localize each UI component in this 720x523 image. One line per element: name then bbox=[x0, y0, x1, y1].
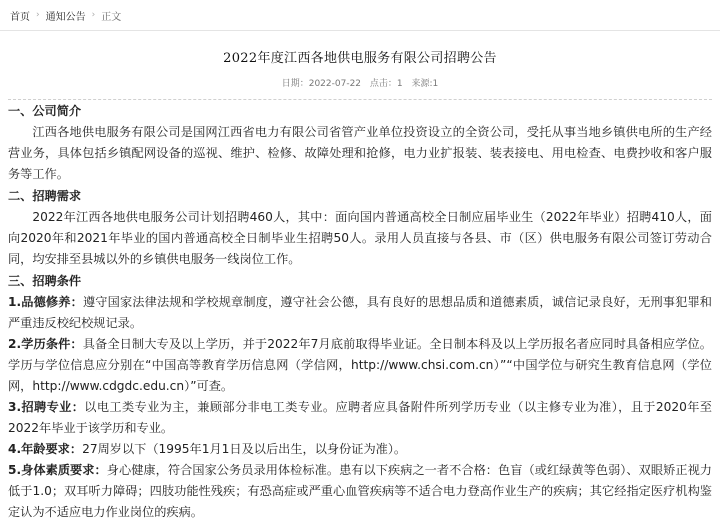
article-source: 来源:1 bbox=[411, 79, 439, 89]
divider bbox=[8, 99, 712, 100]
condition-text: 身心健康，符合国家公务员录用体检标准。患有以下疾病之一者不合格：色盲（或红绿黄等色弱）、双眼矫正视力低于1.0；双耳听力障碍；四肢功能性残疾；有恐高症或严重心血管疾病等不适合电力登高作业生产的疾病；其它经指定医疗机构鉴定认为不适应电力作业岗位的疾病。 bbox=[8, 463, 712, 519]
section-heading-conditions: 三、招聘条件 bbox=[8, 274, 82, 288]
paragraph-demand: 2022年江西各地供电服务公司计划招聘460人，其中：面向国内普通高校全日制应届毕业生（2022年毕业）招聘410人，面向2020年和2021年毕业的国内普通高校全日制毕业生招聘50人。录用人员直接与各县、市（区）供电服务有限公司签订劳动合同，均安排至县城以外的乡镇供电服务一线岗位工作。 bbox=[8, 210, 712, 266]
condition-label: 4.年龄要求： bbox=[8, 442, 83, 456]
condition-ethics bbox=[8, 292, 712, 334]
paragraph-intro: 江西各地供电服务有限公司是国网江西省电力有限公司省管产业单位投资设立的全资公司，受托从事当地乡镇供电所的生产经营业务，具体包括乡镇配网设备的巡视、维护、检修、故障处理和抢修，电力业扩报装、装表接电、用电检查、电费抄收和客户服务等工作。 bbox=[8, 125, 712, 181]
page-title: 2022年度江西各地供电服务有限公司招聘公告 bbox=[223, 51, 497, 66]
section-heading-demand: 二、招聘需求 bbox=[8, 189, 82, 203]
condition-label: 2.学历条件： bbox=[8, 337, 83, 351]
breadcrumb-current: 正文 bbox=[101, 11, 122, 23]
article-meta bbox=[0, 76, 720, 89]
section-heading-intro: 一、公司简介 bbox=[8, 104, 82, 118]
condition-health bbox=[8, 460, 712, 523]
condition-text: 27周岁以下（1995年1月1日及以后出生，以身份证为准）。 bbox=[82, 442, 407, 456]
article-date: 日期：2022-07-22 bbox=[281, 79, 362, 89]
condition-text: 具备全日制大专及以上学历，并于2022年7月底前取得毕业证。全日制本科及以上学历报名者应同时具备相应学位。学历与学位信息应分别在“中国高等教育学历信息网（学信网，http://www.chsi.com.cn）”“中国学位与研究生教育信息网（学位网，http://www.cdgdc.edu.cn）”可查。 bbox=[8, 337, 712, 393]
condition-text: 遵守国家法律法规和学校规章制度，遵守社会公德，具有良好的思想品质和道德素质，诚信记录良好，无刑事犯罪和严重违反校纪校规记录。 bbox=[8, 295, 712, 330]
condition-education bbox=[8, 334, 712, 397]
breadcrumb-separator-icon: › bbox=[91, 10, 96, 20]
condition-label: 1.品德修养： bbox=[8, 295, 83, 309]
condition-label: 5.身体素质要求： bbox=[8, 463, 107, 477]
article-views: 点击：1 bbox=[369, 79, 403, 89]
breadcrumb-separator-icon: › bbox=[36, 10, 40, 20]
condition-text: 以电工类专业为主，兼顾部分非电工类专业。应聘者应具备附件所列学历专业（以主修专业为准），且于2020年至2022年毕业于该学历和专业。 bbox=[8, 400, 712, 435]
condition-age bbox=[8, 439, 712, 460]
condition-label: 3.招聘专业： bbox=[8, 400, 85, 414]
breadcrumb bbox=[0, 0, 720, 31]
condition-major bbox=[8, 397, 712, 439]
article-body bbox=[0, 101, 720, 523]
breadcrumb-home-link[interactable]: 首页 bbox=[10, 11, 30, 23]
breadcrumb-notice-link[interactable]: 通知公告 bbox=[45, 11, 86, 23]
